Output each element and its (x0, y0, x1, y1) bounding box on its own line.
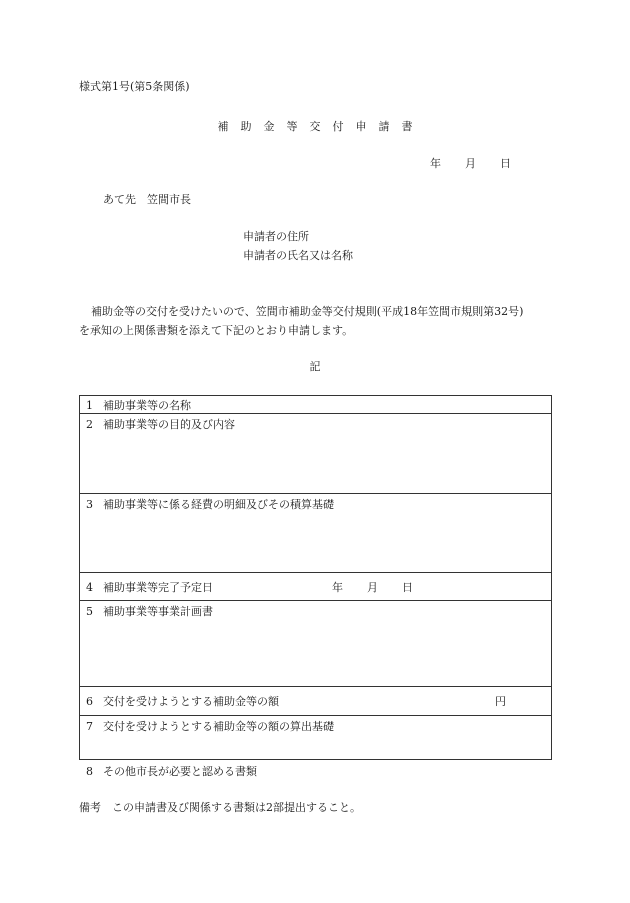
completion-year: 年 (332, 581, 343, 594)
item-number: 3 (86, 498, 93, 511)
table-row (80, 687, 552, 716)
title-char: 等 (286, 120, 298, 133)
table-row (80, 414, 552, 494)
title-char: 補 (217, 120, 229, 133)
title-char: 書 (401, 120, 413, 133)
remarks: 備考 この申請書及び関係する書類は2部提出すること。 (79, 801, 361, 814)
date-month: 月 (465, 157, 476, 170)
item-label: 交付を受けようとする補助金等の額 (103, 695, 279, 708)
addressee: あて先 笠間市長 (103, 193, 191, 206)
body-text-line1: 補助金等の交付を受けたいので、笠間市補助金等交付規則(平成18年笠間市規則第32号) (91, 305, 524, 318)
completion-date (332, 582, 413, 593)
items-table (79, 395, 552, 760)
title-char: 助 (240, 120, 252, 133)
item-number: 7 (86, 720, 93, 733)
item-number: 6 (86, 695, 93, 708)
completion-day: 日 (402, 581, 413, 594)
applicant-address-label: 申請者の住所 (243, 230, 309, 243)
title-char: 交 (309, 120, 321, 133)
body-text-line2: を承知の上関係書類を添えて下記のとおり申請します。 (79, 324, 354, 337)
form-number: 様式第1号(第5条関係) (79, 80, 190, 93)
date-line (430, 158, 511, 169)
table-row (80, 494, 552, 573)
table-row (80, 716, 552, 760)
item-label: 補助事業等の目的及び内容 (103, 418, 235, 431)
item-number: 2 (86, 418, 93, 431)
item-label: 補助事業等事業計画書 (103, 605, 213, 618)
item-label: 補助事業等の名称 (103, 399, 191, 412)
item-label: 交付を受けようとする補助金等の額の算出基礎 (103, 720, 334, 733)
table-row (80, 396, 552, 414)
date-day: 日 (500, 157, 511, 170)
table-row (80, 601, 552, 687)
title-char: 金 (263, 120, 275, 133)
title-char: 請 (378, 120, 390, 133)
item-number: 4 (86, 581, 93, 594)
item-label: 補助事業等に係る経費の明細及びその積算基礎 (103, 498, 334, 511)
item-number: 8 (86, 765, 93, 778)
title-char: 申 (355, 120, 367, 133)
item-label: その他市長が必要と認める書類 (103, 765, 257, 778)
item-number: 5 (86, 605, 93, 618)
ki-heading: 記 (309, 360, 321, 373)
document-title (0, 121, 630, 132)
applicant-name-label: 申請者の氏名又は名称 (243, 249, 353, 262)
item-label: 補助事業等完了予定日 (103, 581, 213, 594)
completion-month: 月 (367, 581, 378, 594)
item-8 (86, 766, 257, 777)
table-row (80, 573, 552, 601)
date-year: 年 (430, 157, 441, 170)
item-number: 1 (86, 399, 93, 412)
title-char: 付 (332, 120, 344, 133)
yen-unit: 円 (495, 695, 506, 708)
